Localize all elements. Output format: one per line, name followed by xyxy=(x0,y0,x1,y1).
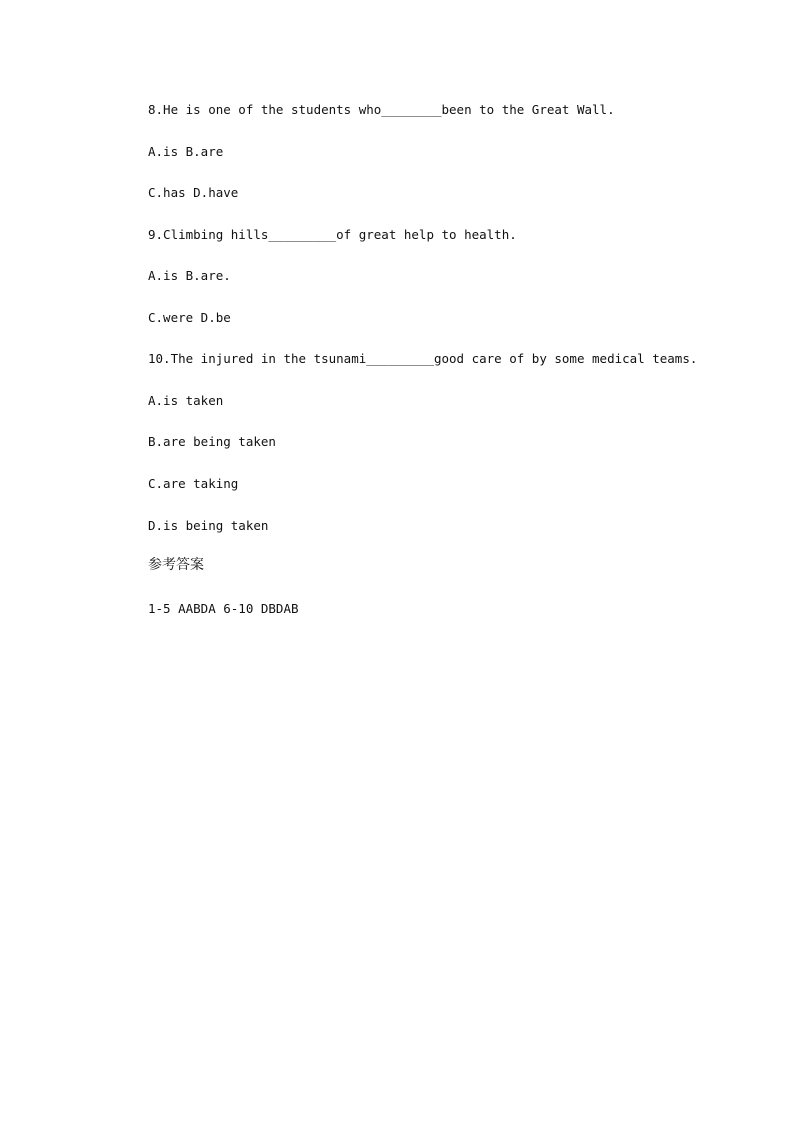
question-10-option-d: D.is being taken xyxy=(148,518,269,533)
question-10-option-a: A.is taken xyxy=(148,393,224,408)
question-10-option-b: B.are being taken xyxy=(148,434,276,449)
question-9: 9.Climbing hills_________of great help to health. xyxy=(148,227,517,242)
question-8-options-ab: A.is B.are xyxy=(148,144,224,159)
answer-key: 1-5 AABDA 6-10 DBDAB xyxy=(148,601,299,616)
question-10-option-c: C.are taking xyxy=(148,476,239,491)
answer-heading: 参考答案 xyxy=(148,557,204,573)
question-9-options-cd: C.were D.be xyxy=(148,310,231,325)
question-8-options-cd: C.has D.have xyxy=(148,185,239,200)
question-8: 8.He is one of the students who________been to the Great Wall. xyxy=(148,102,615,117)
question-9-options-ab: A.is B.are. xyxy=(148,268,231,283)
question-10: 10.The injured in the tsunami_________good care of by some medical teams. xyxy=(148,351,698,366)
